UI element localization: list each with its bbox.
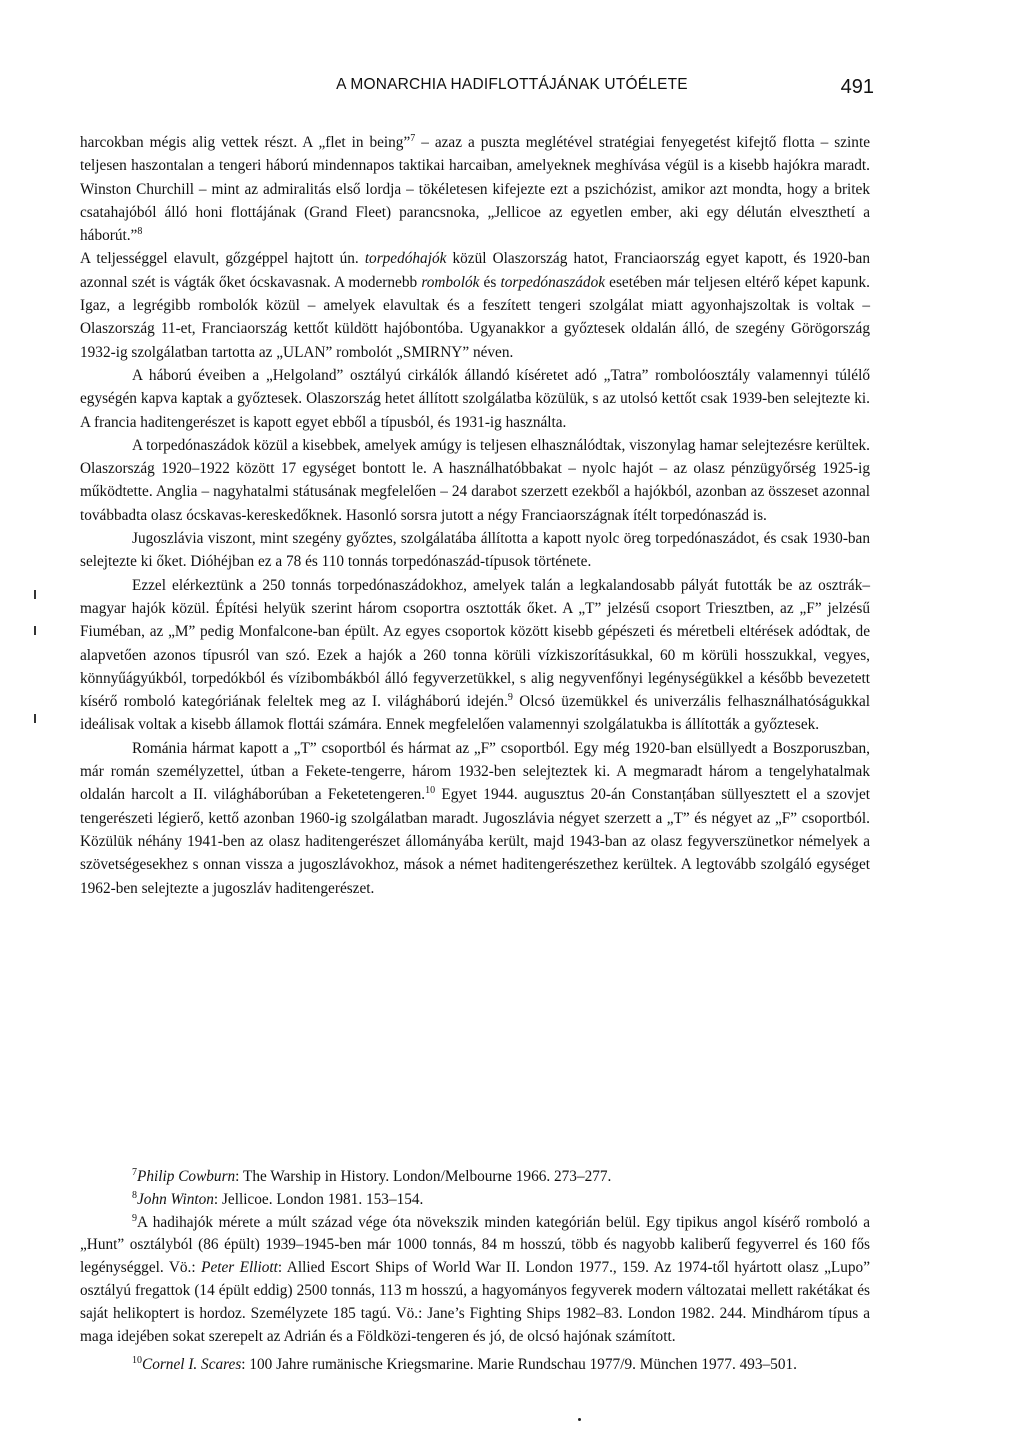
italic-term: torpedóhajók: [364, 250, 447, 268]
footnote-text: A hadihajók mérete a múlt század vége óta növekszik minden kategórián belül. Egy tipikus angol kísérő romboló a „Hunt” osztályból (86 épült) 1939–1945-ben már 1000 tonnás, 84 m hosszú, több és nagyobb kaliberű fegyverrel és 160 fős legénységgel. Vö.:: [80, 1213, 870, 1277]
page-header: [0, 74, 1024, 104]
text-run: harcokban mégis alig vettek részt. A „flet in being”: [80, 134, 411, 151]
italic-term: torpedónaszádok: [500, 273, 606, 291]
footnote-text: : 100 Jahre rumänische Kriegsmarine. Marie Rundschau 1977/9. München 1977. 493–501.: [241, 1356, 797, 1374]
text-run: A teljességgel elavult, gőzgéppel hajtott ún.: [80, 250, 365, 268]
text-run: Ezzel elérkeztünk a 250 tonnás torpedónaszádokhoz, amelyek talán a legkalandosabb pályát futották be az osztrák–magyar hajók közül. Építési helyük szerint három csoportra osztották őket. A „T” jelzésű csoport Triesztben, az „F” jelzésű Fiuméban, az „M” pedig Monfalcone-ban épült. Az egyes csoportok között kisebb gépészeti és méretbeli eltérések adódtak, de alapvetően azonos típusról van szó. Ezek a hajók a 260 tonna körüli vízkiszorításukkal, 60 m körüli hosszukkal, vegyes, könnyűágyúkból, torpedókból és vízibombákból álló fegyverzetükkel, s alig negyvenfőnyi legénységükkel a később bevezetett kísérő romboló kategóriának feleltek meg az I. világháború idején.: [80, 576, 870, 711]
paragraph-1: [80, 131, 870, 247]
footnote-author: Philip Cowburn: [137, 1168, 236, 1185]
text-run: közül Olaszország hatot, Franciaország egyet kapott, és 1920-ban azonnal szét is vágták őket ócskavasnak. A modernebb: [80, 250, 870, 291]
footnote-10: [80, 1354, 870, 1377]
text-run: Egyet 1944. augusztus 20-án Constanțában süllyesztett el a szovjet tengerészeti légierő, kettő azonban 1960-ig szolgálatban maradt. Jugoszlávia négyet szerzett a „T” és négyet az „F” csoportból. Közülük néhány 1941-ben az olasz haditengerészet állományába került, majd 1943-ban az olasz fegyverszünetkor némelyek a szövetségesekhez s onnan vissza a jugoszlávokhoz, mások a német haditengerészethez kerültek. A legtovább szolgáló egységet 1962-ben selejtezte a jugoszláv haditengerészet.: [80, 786, 870, 897]
footnote-text: : The Warship in History. London/Melbourne 1966. 273–277.: [235, 1168, 612, 1185]
text-run: és: [479, 273, 501, 291]
footnote-9: [80, 1212, 870, 1349]
footnote-ref-9: 9: [507, 692, 513, 704]
paragraph-5: Jugoszlávia viszont, mint szegény győztes, szolgálatába állította a kapott nyolc öreg torpedónaszádot, és csak 1930-ban selejtezte ki őket. Dióhéjban ez a 78 és 110 tonnás torpedónaszád-típusok története.: [80, 530, 870, 571]
footnote-text: : Allied Escort Ships of World War II. London 1977., 159. Az 1974-től hyártott olasz „Lupo” osztályú fregattok (14 épült eddig) 2500 tonnás, 113 m hosszú, a hagyományos fegyverek modern változatai mellett rakétákat és saját helikoptert is hordoz. Személyzete 185 tagú. Vö.: Jane’s Fighting Ships 1982–83. London 1982. 244. Mindhárom típus a maga idejében sokat szerepelt az Adrián és a Földközi-tengeren és jó, de olcsó hajónak számított.: [80, 1259, 870, 1345]
body-text: [80, 131, 870, 900]
paragraph-3: A háború éveiben a „Helgoland” osztályú cirkálók állandó kíséretet adó „Tatra” rombolóosztály valamennyi túlélő egységén kapva kaptak a győztesek. Olaszország hetet állított szolgálatba közülük, s az utolsó kettőt csak 1939-ben selejtezte ki. A francia haditengerészet is kapott egyet ebből a típusból, és 1931-ig használta.: [80, 366, 870, 431]
footnote-8: [80, 1189, 870, 1212]
footnote-7: [80, 1166, 870, 1189]
margin-mark: [34, 626, 36, 635]
text-run: Románia hármat kapott a „T” csoportból és hármat az „F” csoportból. Egy még 1920-ban elsüllyedt a Boszporuszban, már román személyzettel, útban a Fekete-tengerre, három 1932-ben selejteztek ki. A megmaradt három a tengelyhatalmak oldalán harcolt a II. világháborúban a Feketetengeren.: [80, 739, 870, 804]
footnote-number: 8: [132, 1189, 137, 1201]
footnote-number: 10: [132, 1355, 142, 1367]
margin-mark: [34, 714, 36, 723]
page-number: 491: [840, 76, 874, 98]
footnote-ref-10: 10: [425, 785, 436, 797]
scan-speck: [578, 1418, 581, 1421]
footnote-author: Peter Elliott: [201, 1259, 278, 1277]
footnote-text: : Jellicoe. London 1981. 153–154.: [213, 1190, 424, 1208]
paragraph-7: [80, 737, 870, 900]
footnote-author: Cornel I. Scares: [142, 1356, 242, 1374]
text-run: Olcsó üzemükkel és univerzális felhasználhatóságukkal ideálisak voltak a kisebb államok flottái számára. Ennek megfelelően valamennyi szolgálatukba is állították a győztesek.: [80, 693, 870, 734]
paragraph-2: [80, 247, 870, 363]
footnotes: [80, 1166, 870, 1377]
text-run: esetében már teljesen eltérő képet kapunk. Igaz, a legrégibb rombolók közül – amelyek elavultak és a feszített tengeri szolgálat miatt agyonhajszoltak is voltak – Olaszország 11-et, Franciaország kettőt küldött hajóbontóba. Ugyanakkor a győztesek oldalán álló, de szegény Görögország 1932-ig szolgálatban tartotta az „ULAN” rombolót „SMIRNY” néven.: [80, 273, 870, 361]
paragraph-6: [80, 574, 870, 737]
footnote-author: John Winton: [137, 1190, 214, 1208]
footnote-number: 7: [132, 1166, 137, 1178]
italic-term: rombolók: [421, 273, 480, 291]
footnote-number: 9: [132, 1212, 137, 1224]
running-title: A MONARCHIA HADIFLOTTÁJÁNAK UTÓÉLETE: [336, 76, 688, 93]
footnote-ref-7: 7: [410, 132, 416, 144]
text-run: – azaz a puszta meglétével stratégiai fenyegetést kifejtő flotta – szinte teljesen haszontalan a tengeri háború mindennapos taktikai harcaiban, amelyeknek meghívása végül is a kisebb hajókra maradt. Winston Churchill – mint az admiralitás első lordja – tökéletesen kifejezte ezt a pszichózist, amikor azt mondta, hogy a britek csatahajóból álló honi flottájának (Grand Fleet) parancsnoka, „Jellicoe az egyetlen ember, aki egy délután elveszthetí a háborút.”: [80, 134, 870, 245]
margin-mark: [34, 590, 36, 599]
footnote-ref-8: 8: [137, 226, 143, 238]
paragraph-4: A torpedónaszádok közül a kisebbek, amelyek amúgy is teljesen elhasználódtak, viszonylag hamar selejtezésre kerültek. Olaszország 1920–1922 között 17 egységet bontott le. A használhatóbbakat – nyolc hajót – az olasz pénzügyőrség 1925-ig működtette. Anglia – nagyhatalmi státusának megfelelően – 24 darabot szerzett ezekből a hajókból, azonban az összeset azonnal továbbadta olasz ócskavas-kereskedőknek. Hasonló sorsra jutott a négy Franciaországnak ítélt torpedónaszád is.: [80, 436, 870, 524]
